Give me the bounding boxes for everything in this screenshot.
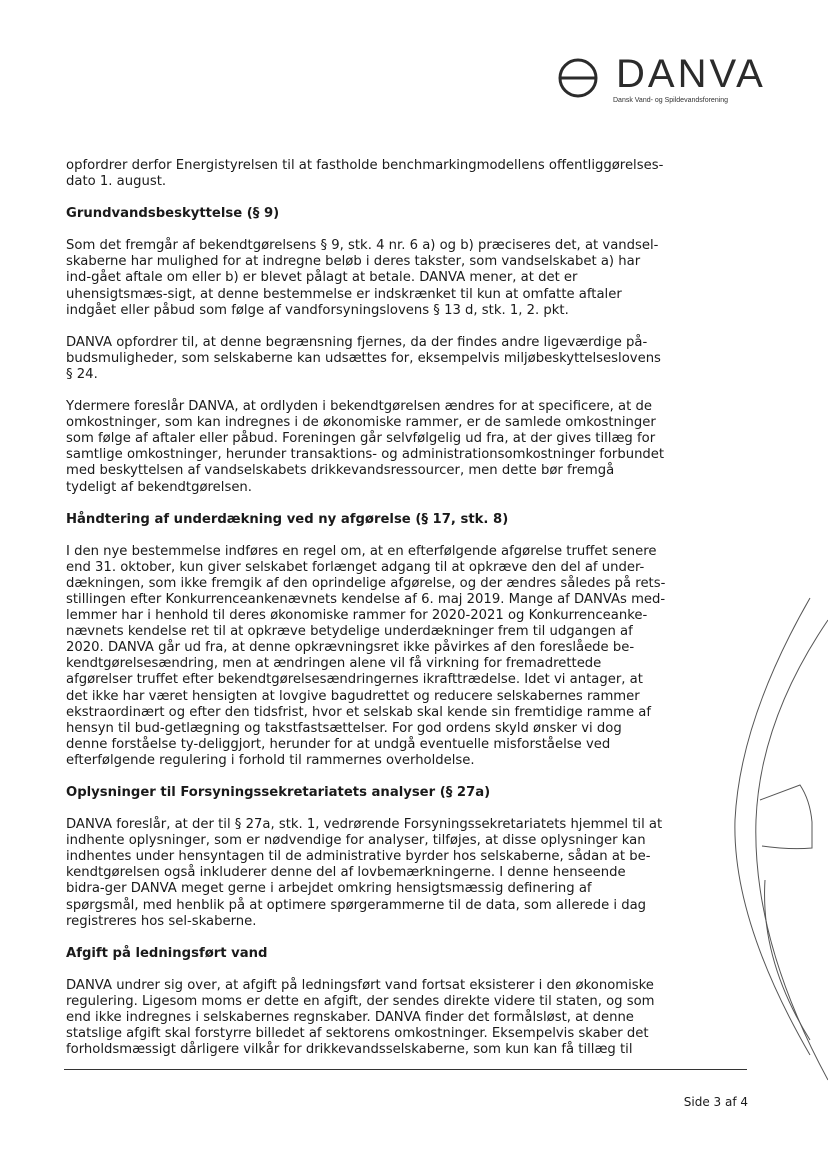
section-heading-afgift: Afgift på ledningsført vand: [66, 945, 268, 961]
paragraph: Ydermere foreslår DANVA, at ordlyden i bekendtgørelsen ændres for at specificere, at de omkostninger, som kan indregnes i de økonomiske rammer, er de samlede omkostninger som følge af aftaler eller påbud. Foreningen går selvfølgelig ud fra, at der gives tillæg for samtlige omkostninger, herunder transaktions- og administrationsomkostninger forbundet med beskyttelsen af vandselskabets drikkevandsressourcer, men dette bør fremgå tydeligt af bekendtgørelsen.: [66, 399, 665, 495]
paragraph: Som det fremgår af bekendtgørelsens § 9, stk. 4 nr. 6 a) og b) præciseres det, at vandsel-skaberne har mulighed for at indregne beløb i deres takster, som vandselskabet a) har ind-gået aftale om eller b) er blevet pålagt at betale. DANVA mener, at det er uhensigtsmæs-sigt, at denne bestemmelse er indskrænket til kun at omfatte aftaler indgået eller påbud som følge af vandforsyningslovens § 13 d, stk. 1, 2. pkt.: [66, 238, 659, 318]
document-body: [66, 158, 666, 1074]
section-heading-oplysninger: Oplysninger til Forsyningssekretariatets analyser (§ 27a): [66, 785, 491, 800]
section-heading-underdaekning: Håndtering af underdækning ved ny afgørelse (§ 17, stk. 8): [66, 511, 509, 527]
paragraph: DANVA opfordrer til, at denne begrænsning fjernes, da der findes andre ligeværdige på-budsmuligheder, som selskaberne kan udsættes for, eksempelvis miljøbeskyttelseslovens § 24.: [66, 334, 661, 382]
danva-emblem-icon: [556, 54, 604, 102]
logo-tagline: Dansk Vand- og Spildevandsforening: [613, 97, 729, 104]
danva-logo: [556, 50, 766, 110]
logo-wordmark: DANVA: [616, 52, 766, 96]
paragraph: DANVA foreslår, at der til § 27a, stk. 1, vedrørende Forsyningssekretariatets hjemmel til at indhente oplysninger, som er nødvendige for analyser, tilføjes, at disse oplysninger kan indhentes under hensyntagen til de administrative byrder hos selskaberne, sådan at be-kendtgørelsen også inkluderer denne del af lovbemærkningerne. I denne henseende bidra-ger DANVA meget gerne i arbejdet omkring hensigtsmæssig definering af spørgsmål, med henblik på at optimere spørgerammerne til de data, som allerede i dag registreres hos sel-skaberne.: [66, 817, 663, 929]
footer-divider: [64, 1069, 747, 1070]
paragraph: I den nye bestemmelse indføres en regel om, at en efterfølgende afgørelse truffet senere end 31. oktober, kun giver selskabet forlænget adgang til at opkræve den del af under-dækningen, som ikke fremgik af den oprindelige afgørelse, og der ændres således på rets-stillingen efter Konkurrenceankenævnets kendelse af 6. maj 2019. Mange af DANVAs med-lemmer har i henhold til deres økonomiske rammer for 2020-2021 og Konkurrenceanke-nævnets kendelse ret til at opkræve betydelige underdækninger frem til udgangen af 2020. DANVA går ud fra, at denne opkrævningsret ikke påvirkes af den foreslåede be-kendtgørelsesændring, men at ændringen alene vil få virkning for fremadrettede afgørelser truffet efter bekendtgørelsesændringernes ikrafttrædelse. Idet vi antager, at det ikke har været hensigten at lovgive bagudrettet og reducere selskabernes rammer ekstraordinært og efter den tidsfrist, hvor et selskab skal kende sin fremtidige ramme af hensyn til bud-getlægning og takstfastsættelser. For god ordens skyld ønsker vi dog denne forståelse ty-deliggjort, herunder for at undgå eventuelle misforståelse ved efterfølgende regulering i forhold til rammernes overholdelse.: [66, 543, 666, 768]
section-heading-grundvand: Grundvandsbeskyttelse (§ 9): [66, 206, 280, 222]
intro-paragraph: opfordrer derfor Energistyrelsen til at fastholde benchmarkingmodellens offentliggørelses-dato 1. august.: [66, 158, 664, 190]
paragraph: DANVA undrer sig over, at afgift på ledningsført vand fortsat eksisterer i den økonomiske regulering. Ligesom moms er dette en afgift, der sendes direkte videre til staten, og som end ikke indregnes i selskabernes regnskaber. DANVA finder det formålsløst, at denne statslige afgift skal forstyrre billedet af sektorens omkostninger. Eksempelvis skaber det forholdsmæssigt dårligere vilkår for drikkevandsselskaberne, som kun kan få tillæg til: [66, 977, 655, 1058]
page-number: Side 3 af 4: [683, 1095, 748, 1109]
